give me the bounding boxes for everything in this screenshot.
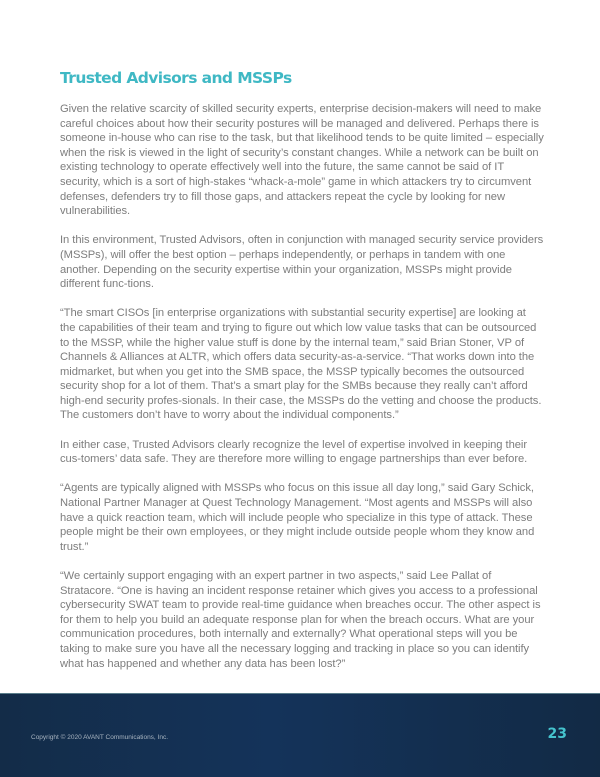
- page-footer: [0, 693, 600, 777]
- paragraph-schick-quote: “Agents are typically aligned with MSSPs who focus on this issue all day long,” said Gary Schick, National Partner Manager at Quest Technology Management. “Most agents and MSSPs will also have a quick reaction team, which will include people who specialize in this type of attack. These people might be their own employees, or they might include outside people whom they know and trust.”: [60, 482, 535, 553]
- paragraph-environment: In this environment, Trusted Advisors, often in conjunction with managed security service providers (MSSPs), will offer the best option – perhaps independently, or perhaps in tandem with one another. Depending on the security expertise within your organization, MSSPs might provide different func-tions.: [60, 234, 544, 291]
- copyright-notice: Copyright © 2020 AVANT Communications, Inc.: [31, 734, 169, 741]
- document-body: [60, 66, 544, 686]
- section-title: Trusted Advisors and MSSPs: [60, 69, 292, 87]
- paragraph-pallat-quote: “We certainly support engaging with an expert partner in two aspects,” said Lee Pallat of Stratacore. “One is having an incident response retainer which gives you access to a professional cybersecurity SWAT team to provide real-time guidance when breaches occur. The other aspect is for them to help you build an adequate response plan for when the breach occurs. What are your communication procedures, both internally and externally? What operational steps will you be taking to make sure you have all the necessary logging and tracking in place so you can identify what has happened and whether any data has been lost?”: [60, 570, 541, 670]
- paragraph-either-case: In either case, Trusted Advisors clearly recognize the level of expertise involved in keeping their cus-tomers’ data safe. They are therefore more willing to engage partnerships than ever before.: [60, 438, 528, 466]
- page-number: 23: [547, 726, 567, 742]
- paragraph-intro: Given the relative scarcity of skilled security experts, enterprise decision-makers will need to make careful choices about how their security postures will be managed and delivered. Perhaps there is someone in-house who can rise to the task, but that likelihood tends to be quite limited – especially when the risk is viewed in the light of security’s constant changes. While a network can be built on existing technology to operate effectively well into the future, the same cannot be said of IT security, which is a sort of high-stakes “whack-a-mole” game in which attackers try to circumvent defenses, defenders try to fill those gaps, and attackers repeat the cycle by looking for new vulnerabilities.: [60, 103, 544, 218]
- paragraph-stoner-quote: “The smart CISOs [in enterprise organizations with substantial security expertise] are looking at the capabilities of their team and trying to figure out which low value tasks that can be outsourced to the MSSP, while the higher value stuff is done by the internal team,” said Brian Stoner, VP of Channels & Alliances at ALTR, which offers data security-as-a-service. “That works down into the midmarket, but when you get into the SMB space, the MSSP typically becomes the outsourced security shop for a lot of them. That’s a smart play for the SMBs because they really can’t afford high-end security profes-sionals. In their case, the MSSPs do the vetting and choose the products. The customers don’t have to worry about the individual components.”: [60, 307, 542, 422]
